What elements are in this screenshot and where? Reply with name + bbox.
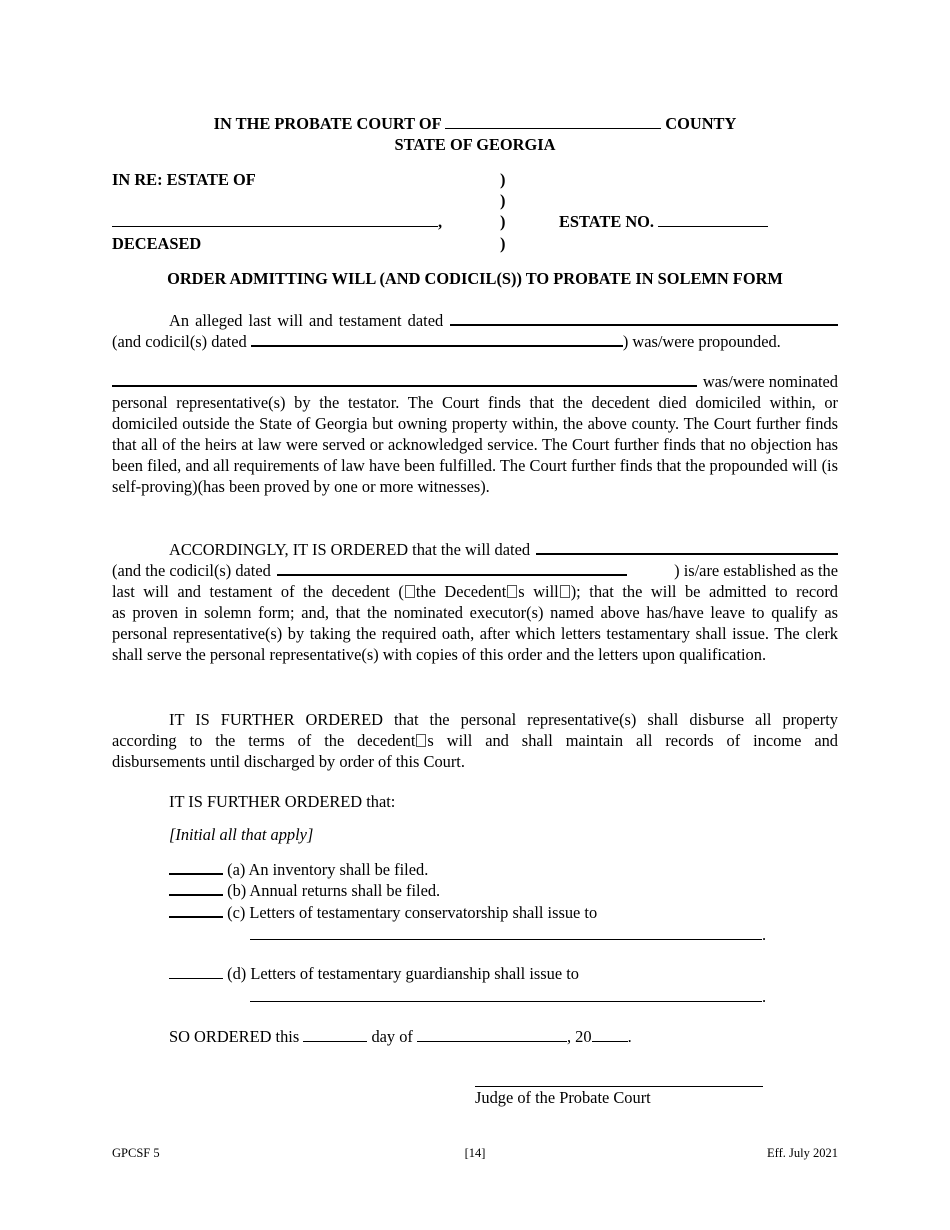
nominated-text: was/were nominated bbox=[702, 372, 838, 391]
missing-glyph-icon bbox=[560, 585, 570, 598]
decedent-text: according to the terms of the decedent bbox=[112, 731, 416, 750]
item-returns bbox=[169, 880, 440, 901]
initial-blank-d[interactable] bbox=[169, 964, 223, 979]
court-line-end: COUNTY bbox=[665, 114, 737, 133]
nominated-line bbox=[112, 371, 838, 392]
so-ordered-period: . bbox=[627, 1027, 632, 1046]
disburse-line3: disbursements until discharged by order of this Court. bbox=[112, 752, 465, 771]
ordered-codicil-date-blank[interactable] bbox=[277, 560, 627, 576]
court-header bbox=[0, 114, 950, 134]
county-blank[interactable] bbox=[445, 114, 661, 129]
decedent-comma: , bbox=[438, 212, 443, 231]
court-line-start: IN THE PROBATE COURT OF bbox=[213, 114, 442, 133]
established-text: ) is/are established as the bbox=[674, 561, 838, 580]
so-ordered-line bbox=[169, 1027, 632, 1047]
form-code: GPCSF 5 bbox=[112, 1146, 160, 1160]
decedent-name-blank[interactable] bbox=[112, 212, 438, 227]
ordered-line1 bbox=[112, 539, 838, 560]
missing-glyph-icon bbox=[507, 585, 517, 598]
caption-paren-4: ) bbox=[500, 234, 506, 253]
in-re-label: IN RE: ESTATE OF bbox=[112, 170, 256, 189]
paragraph-propounded bbox=[112, 310, 838, 352]
ordered-rest: as proven in solemn form; and, that the nominated executor(s) named above has/have leave to qualify as personal representative(s) by taking the required oath, after which letters testamentary shall issue. The clerk shall serve the personal representative(s) with copies of this order and the letters upon qualification. bbox=[112, 603, 838, 664]
year-blank[interactable] bbox=[592, 1027, 628, 1042]
decedent-will-open: last will and testament of the decedent ( bbox=[112, 582, 404, 601]
signature-line[interactable] bbox=[475, 1070, 763, 1087]
nominee-blank[interactable] bbox=[112, 371, 697, 387]
page-number: [14] bbox=[464, 1146, 486, 1160]
decedent-will-label-end: s will bbox=[518, 582, 559, 601]
guardian-period: . bbox=[762, 987, 767, 1006]
findings-body: personal representative(s) by the testator. The Court finds that the decedent died domiciled within, or domiciled outside the State of Georgia but owning property within, the above county. The Court further finds that all of the heirs at law were served or acknowledged service. The Court further finds that no objection has been filed, and all requirements of law have been fulfilled. The Court further finds that the propounded will (is self-proving)(has been proved by one or more witnesses). bbox=[112, 393, 838, 496]
day-blank[interactable] bbox=[303, 1027, 367, 1042]
signature-label: Judge of the Probate Court bbox=[475, 1088, 651, 1107]
ordered-line3 bbox=[112, 581, 838, 602]
initial-blank-a[interactable] bbox=[169, 859, 223, 875]
initial-instruction: [Initial all that apply] bbox=[169, 825, 314, 844]
deceased-label: DECEASED bbox=[112, 234, 202, 253]
decedent-name-line bbox=[112, 212, 442, 232]
guardian-name-line bbox=[250, 987, 766, 1007]
item-b-text: (b) Annual returns shall be filed. bbox=[227, 881, 441, 900]
month-blank[interactable] bbox=[417, 1027, 567, 1042]
state-heading: STATE OF GEORGIA bbox=[394, 135, 556, 154]
records-text: s will and shall maintain all records of income and bbox=[427, 731, 838, 750]
item-a-text: (a) An inventory shall be filed. bbox=[227, 860, 429, 879]
caption-paren-3: ) bbox=[500, 212, 506, 231]
decedent-will-label: the Decedent bbox=[415, 582, 507, 601]
item-c-text: (c) Letters of testamentary conservatorship shall issue to bbox=[227, 903, 598, 922]
missing-glyph-icon bbox=[405, 585, 415, 598]
paragraph-propounded-line2 bbox=[112, 331, 838, 352]
disburse-line2 bbox=[112, 730, 838, 751]
initial-blank-c[interactable] bbox=[169, 902, 223, 918]
ordered-line2 bbox=[112, 560, 838, 581]
disburse-line1: IT IS FURTHER ORDERED that the personal representative(s) shall disburse all property bbox=[169, 710, 838, 729]
order-title: ORDER ADMITTING WILL (AND CODICIL(S)) TO PROBATE IN SOLEMN FORM bbox=[167, 269, 783, 288]
conservator-name-blank[interactable] bbox=[250, 925, 762, 940]
guardian-name-blank[interactable] bbox=[250, 987, 762, 1002]
codicil-dated-text: (and codicil(s) dated bbox=[112, 332, 247, 351]
item-d-text: (d) Letters of testamentary guardianship shall issue to bbox=[227, 964, 579, 983]
paragraph-findings bbox=[112, 371, 838, 497]
further-ordered: IT IS FURTHER ORDERED that: bbox=[169, 792, 396, 811]
codicil-date-blank[interactable] bbox=[251, 331, 623, 347]
ordered-will-date-blank[interactable] bbox=[536, 539, 838, 555]
so-ordered-text: SO ORDERED this bbox=[169, 1027, 300, 1046]
admitted-record-text: ); that the will be admitted to record bbox=[570, 582, 838, 601]
caption-paren-2: ) bbox=[500, 191, 506, 210]
effective-date: Eff. July 2021 bbox=[767, 1146, 838, 1160]
initial-blank-b[interactable] bbox=[169, 880, 223, 896]
ordered-will-text: ACCORDINGLY, IT IS ORDERED that the will dated bbox=[169, 540, 531, 559]
conservator-period: . bbox=[762, 925, 767, 944]
conservator-name-line bbox=[250, 925, 766, 945]
missing-glyph-icon bbox=[416, 734, 426, 747]
item-inventory bbox=[169, 859, 428, 880]
paragraph-ordered bbox=[112, 539, 838, 665]
year-prefix-text: , 20 bbox=[566, 1027, 592, 1046]
paragraph-disburse bbox=[112, 709, 838, 772]
estate-no-line bbox=[559, 212, 768, 232]
will-date-blank[interactable] bbox=[450, 310, 838, 326]
caption-paren-1: ) bbox=[500, 170, 506, 189]
item-conservatorship bbox=[169, 902, 597, 923]
day-of-text: day of bbox=[371, 1027, 413, 1046]
estate-no-label: ESTATE NO. bbox=[559, 212, 655, 231]
paragraph-propounded-line1 bbox=[112, 310, 838, 331]
estate-no-blank[interactable] bbox=[658, 212, 768, 227]
propounded-text: ) was/were propounded. bbox=[622, 332, 781, 351]
item-guardianship bbox=[169, 964, 579, 984]
will-dated-text: An alleged last will and testament dated bbox=[169, 311, 444, 330]
ordered-codicil-text: (and the codicil(s) dated bbox=[112, 561, 271, 580]
